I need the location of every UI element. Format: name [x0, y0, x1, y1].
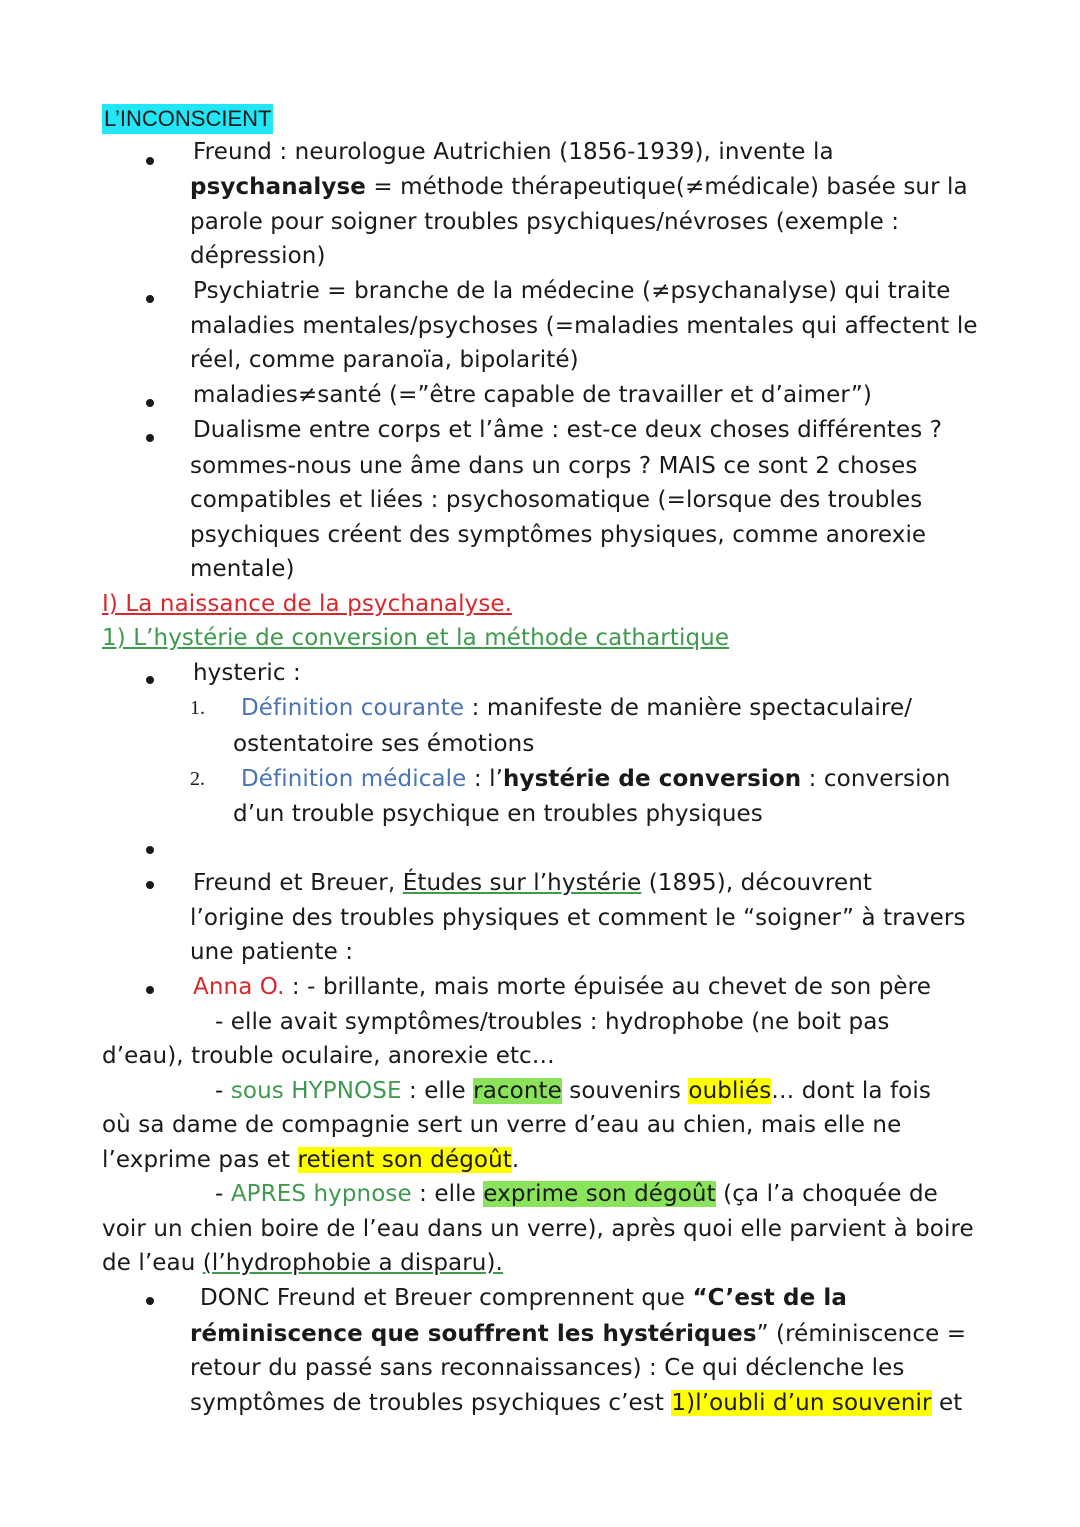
text-line: maladies mentales/psychoses (=maladies mentales qui affectent le	[190, 313, 978, 339]
hydrophobie-underlined: (l’hydrophobie a disparu).	[202, 1250, 503, 1276]
text-span: -	[215, 1078, 231, 1104]
retient-line	[102, 1143, 519, 1177]
bullet-dot	[146, 986, 154, 994]
text-line: - elle avait symptômes/troubles : hydrophobe (ne boit pas	[215, 1009, 890, 1035]
text-span: l’exprime pas et	[102, 1147, 298, 1173]
hysterie-conversion-term: hystérie de conversion	[503, 766, 802, 792]
maladies-line: maladies≠santé (=”être capable de travailler et d’aimer”)	[193, 382, 872, 408]
book-title: Études sur l’hystérie	[402, 870, 642, 896]
text-span: (ça l’a choquée de	[715, 1181, 938, 1207]
psychiatrie-line: Psychiatrie = branche de la médecine (≠psychanalyse) qui traite	[193, 278, 951, 304]
text-line: d’eau), trouble oculaire, anorexie etc…	[102, 1043, 555, 1069]
text-span: .	[511, 1147, 520, 1173]
donc-line	[200, 1281, 847, 1315]
definition-text: : manifeste de manière spectaculaire/	[464, 695, 913, 721]
text-span: et	[931, 1390, 963, 1416]
psychanalyse-def-text: = méthode thérapeutique(≠médicale) basée sur la	[365, 174, 968, 200]
text-span: … dont la fois	[771, 1078, 931, 1104]
hypnose-label: sous HYPNOSE	[230, 1078, 402, 1104]
bullet-dot	[146, 676, 154, 684]
list-number: 1.	[190, 697, 205, 719]
text-line: voir un chien boire de l’eau dans un verre), après quoi elle parvient à boire	[102, 1216, 974, 1242]
bullet-dot	[146, 1297, 154, 1305]
text-span: DONC Freund et Breuer comprennent que	[200, 1285, 693, 1311]
bullet-dot	[146, 295, 154, 303]
bullet-dot	[146, 399, 154, 407]
text-line: d’un trouble psychique en troubles physiques	[233, 801, 763, 827]
bullet-dot	[146, 846, 154, 854]
text-span: : elle	[401, 1078, 474, 1104]
oubli-line	[190, 1386, 962, 1420]
quote-bold: “C’est de la	[692, 1285, 847, 1311]
text-line: réel, comme paranoïa, bipolarité)	[190, 347, 579, 373]
text-span: souvenirs	[561, 1078, 689, 1104]
text-span: Freund et Breuer,	[193, 870, 403, 896]
apres-line	[215, 1177, 938, 1211]
freund-breuer-line	[193, 866, 872, 900]
highlight-oublies: oubliés	[688, 1078, 772, 1104]
highlight-retient: retient son dégoût	[297, 1147, 512, 1173]
highlight-raconte: raconte	[473, 1078, 562, 1104]
bullet-dot	[146, 434, 154, 442]
reminiscence-line	[190, 1317, 966, 1351]
freund-line: Freund : neurologue Autrichien (1856-1939), invente la	[193, 139, 834, 165]
anna-line	[193, 970, 931, 1004]
hysteric-line: hysteric :	[193, 660, 301, 686]
anna-name: Anna O.	[193, 974, 285, 1000]
text-line: ostentatoire ses émotions	[233, 731, 535, 757]
highlight-exprime: exprime son dégoût	[483, 1181, 716, 1207]
text-line: sommes-nous une âme dans un corps ? MAIS ce sont 2 choses	[190, 453, 918, 479]
text-span: symptômes de troubles psychiques c’est	[190, 1390, 672, 1416]
text-span: : - brillante, mais morte épuisée au chevet de son père	[284, 974, 931, 1000]
definition-courante	[241, 691, 912, 725]
text-line: dépression)	[190, 243, 326, 269]
highlight-oubli: 1)l’oubli d’un souvenir	[671, 1390, 932, 1416]
text-span: : elle	[411, 1181, 484, 1207]
text-line: l’origine des troubles physiques et comment le “soigner” à travers	[190, 905, 966, 931]
text-line: retour du passé sans reconnaissances) : Ce qui déclenche les	[190, 1355, 905, 1381]
definition-text: : conversion	[801, 766, 951, 792]
bullet-dot	[146, 881, 154, 889]
apres-label: APRES hypnose	[230, 1181, 412, 1207]
bullet-dot	[146, 157, 154, 165]
section-heading: I) La naissance de la psychanalyse.	[102, 591, 513, 617]
text-span: -	[215, 1181, 231, 1207]
document-title: L’INCONSCIENT	[102, 104, 273, 134]
definition-label: Définition médicale	[241, 766, 467, 792]
text-span: ” (réminiscence =	[756, 1321, 967, 1347]
definition-label: Définition courante	[241, 695, 465, 721]
hydrophobie-line	[102, 1246, 503, 1280]
subsection-heading: 1) L’hystérie de conversion et la méthode cathartique	[102, 625, 730, 651]
text-span: de l’eau	[102, 1250, 203, 1276]
dualisme-line: Dualisme entre corps et l’âme : est-ce deux choses différentes ?	[193, 417, 943, 443]
hypnose-line	[215, 1074, 931, 1108]
text-line: psychiques créent des symptômes physiques, comme anorexie	[190, 522, 927, 548]
list-number: 2.	[190, 768, 205, 790]
text-line: où sa dame de compagnie sert un verre d’eau au chien, mais elle ne	[102, 1112, 902, 1138]
text-line: compatibles et liées : psychosomatique (=lorsque des troubles	[190, 487, 923, 513]
text-line: mentale)	[190, 556, 295, 582]
text-line: une patiente :	[190, 939, 354, 965]
quote-bold: réminiscence que souffrent les hystériques	[190, 1321, 757, 1347]
definition-medicale	[241, 762, 950, 796]
text-line: parole pour soigner troubles psychiques/névroses (exemple :	[190, 209, 900, 235]
psychanalyse-definition	[190, 170, 968, 204]
definition-sep: : l’	[466, 766, 503, 792]
psychanalyse-term: psychanalyse	[190, 174, 366, 200]
text-span: (1895), découvrent	[641, 870, 872, 896]
